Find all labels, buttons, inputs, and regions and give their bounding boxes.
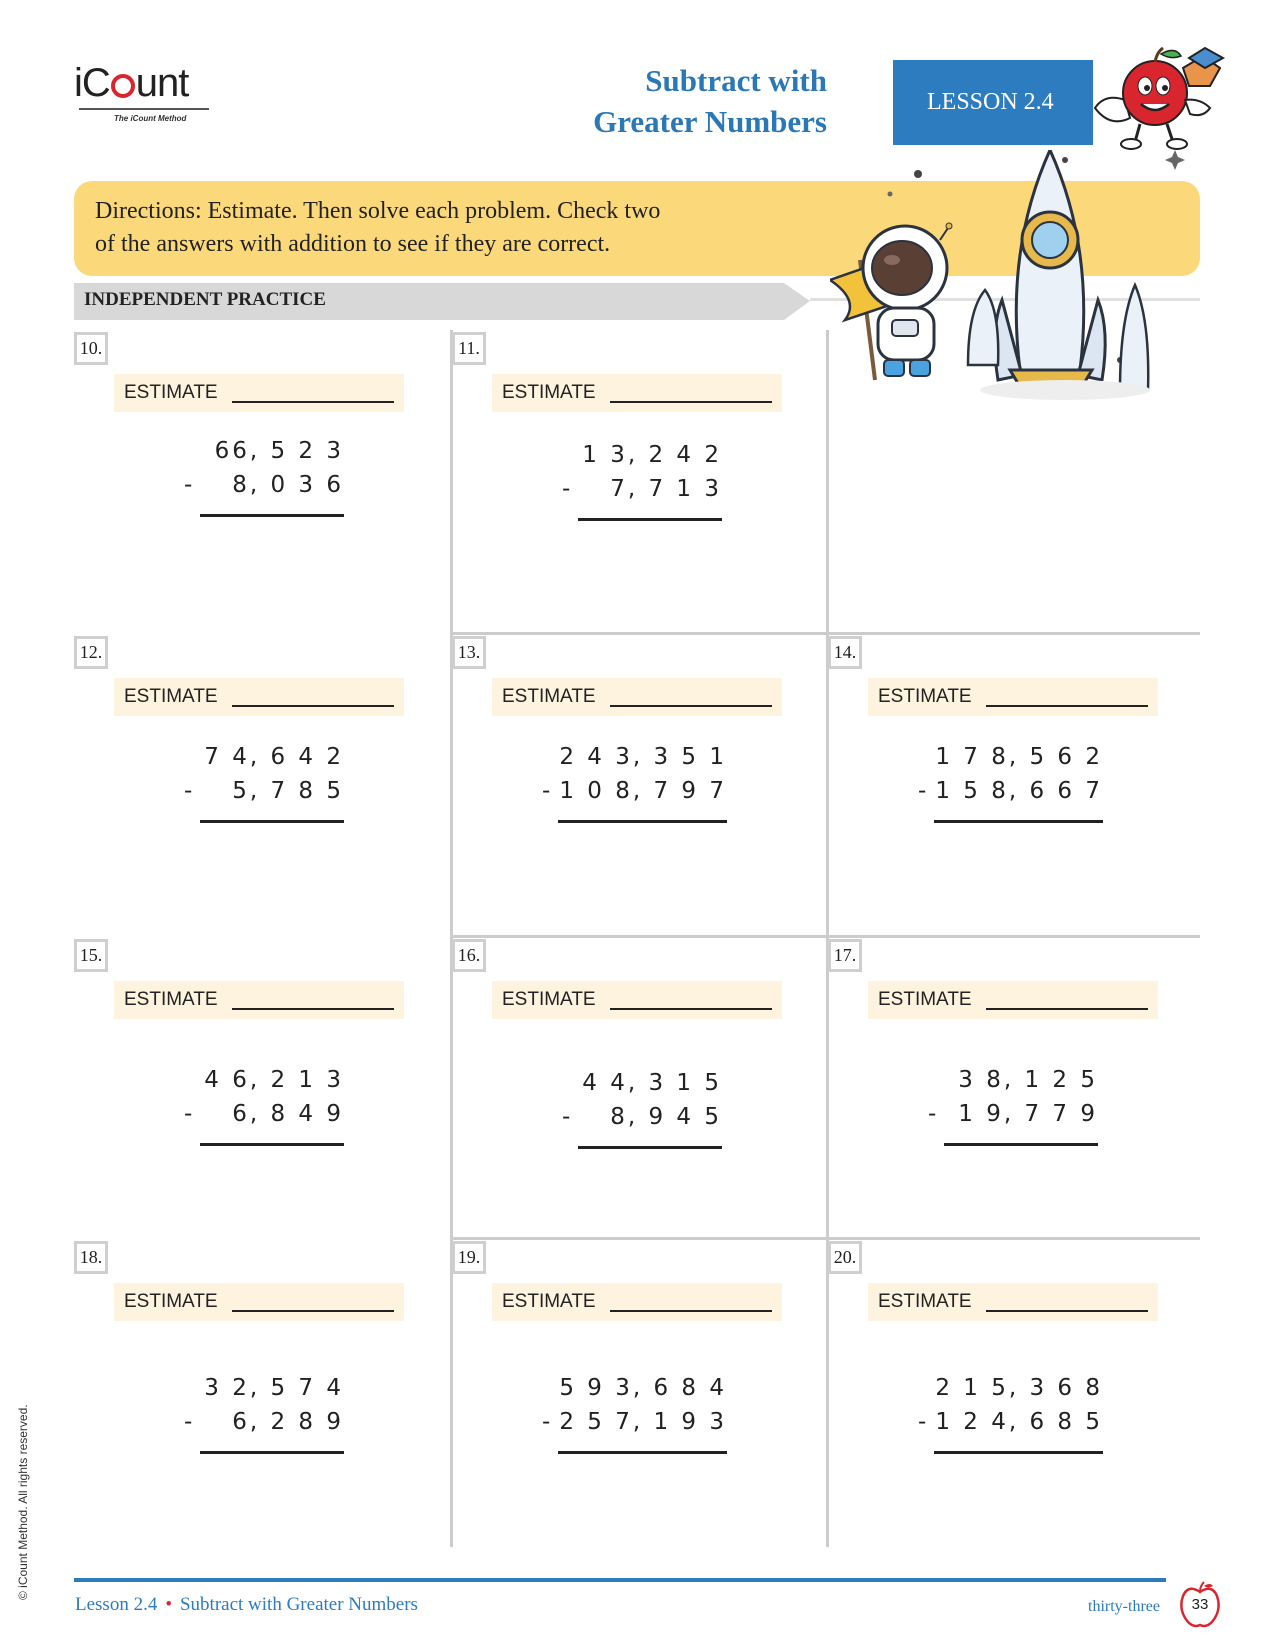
- minus-sign: -: [184, 472, 193, 498]
- problem-cell: [828, 1239, 1204, 1543]
- problem-number: 18.: [74, 1241, 108, 1274]
- estimate-field[interactable]: [114, 374, 404, 412]
- estimate-answer-line[interactable]: [610, 1008, 772, 1010]
- estimate-field[interactable]: [868, 678, 1158, 716]
- minuend: 4 6, 2 1 3: [204, 1067, 344, 1093]
- directions-line2: of the answers with addition to see if they are correct.: [95, 231, 611, 257]
- footer-title: Subtract with Greater Numbers: [179, 1594, 418, 1615]
- apple-o-icon: [111, 74, 135, 98]
- footer-lesson: Lesson 2.4: [75, 1594, 158, 1615]
- estimate-field[interactable]: [868, 1283, 1158, 1321]
- problem-number: 11.: [452, 332, 486, 365]
- estimate-field[interactable]: [114, 1283, 404, 1321]
- footer-page-words: thirty-three: [1088, 1598, 1160, 1615]
- estimate-answer-line[interactable]: [232, 1008, 394, 1010]
- estimate-answer-line[interactable]: [610, 1310, 772, 1312]
- estimate-answer-line[interactable]: [986, 1310, 1148, 1312]
- minus-sign: -: [928, 1101, 937, 1127]
- answer-rule[interactable]: [200, 1451, 344, 1454]
- estimate-field[interactable]: [868, 981, 1158, 1019]
- problem-cell: [452, 330, 828, 634]
- minuend: 2 4 3, 3 5 1: [559, 744, 727, 770]
- page-title-line1: Subtract with: [645, 63, 827, 98]
- subtrahend: 2 5 7, 1 9 3: [559, 1409, 727, 1435]
- minus-sign: -: [184, 778, 193, 804]
- problem-number: 15.: [74, 939, 108, 972]
- answer-rule[interactable]: [558, 820, 727, 823]
- answer-rule[interactable]: [200, 820, 344, 823]
- problem-cell: [74, 330, 450, 634]
- logo-text-right: unt: [135, 61, 189, 105]
- estimate-field[interactable]: [114, 678, 404, 716]
- subtrahend: 1 2 4, 6 8 5: [935, 1409, 1103, 1435]
- footer-lesson-title: [75, 1594, 418, 1616]
- minuend: 66, 5 2 3: [214, 438, 344, 464]
- page-number-badge: [1178, 1580, 1222, 1630]
- minus-sign: -: [562, 476, 571, 502]
- estimate-label: ESTIMATE: [878, 1291, 972, 1312]
- logo-tagline: The iCount Method: [114, 114, 187, 123]
- apple-mascot-icon: [1085, 38, 1245, 158]
- estimate-label: ESTIMATE: [124, 989, 218, 1010]
- estimate-label: ESTIMATE: [502, 686, 596, 707]
- problem-cell: [74, 937, 450, 1241]
- estimate-label: ESTIMATE: [878, 989, 972, 1010]
- problem-cell: [828, 937, 1204, 1241]
- astronaut-rocket-illustration: [830, 150, 1200, 410]
- problem-cell: [452, 1239, 828, 1543]
- minuend: 7 4, 6 4 2: [204, 744, 344, 770]
- estimate-answer-line[interactable]: [610, 705, 772, 707]
- subtrahend: 5, 7 8 5: [232, 778, 344, 804]
- subtrahend: 7, 7 1 3: [610, 476, 722, 502]
- minus-sign: -: [184, 1101, 193, 1127]
- subtrahend: 1 5 8, 6 6 7: [935, 778, 1103, 804]
- problem-cell: [74, 634, 450, 938]
- problem-number: 14.: [828, 636, 862, 669]
- subtrahend: 8, 9 4 5: [610, 1104, 722, 1130]
- estimate-answer-line[interactable]: [986, 1008, 1148, 1010]
- minuend: 1 7 8, 5 6 2: [935, 744, 1103, 770]
- page-number: 33: [1191, 1596, 1209, 1613]
- problem-number: 20.: [828, 1241, 862, 1274]
- minus-sign: -: [918, 778, 927, 804]
- estimate-field[interactable]: [114, 981, 404, 1019]
- icount-logo: [74, 62, 214, 132]
- minuend: 3 8, 1 2 5: [958, 1067, 1098, 1093]
- lesson-label: LESSON 2.4: [927, 89, 1054, 115]
- answer-rule[interactable]: [934, 1451, 1103, 1454]
- logo-text-left: iC: [74, 61, 110, 105]
- subtrahend: 1 0 8, 7 9 7: [559, 778, 727, 804]
- problem-number: 19.: [452, 1241, 486, 1274]
- lesson-badge: [893, 60, 1093, 145]
- practice-label: INDEPENDENT PRACTICE: [84, 289, 326, 310]
- minuend: 5 9 3, 6 8 4: [559, 1375, 727, 1401]
- estimate-label: ESTIMATE: [502, 1291, 596, 1312]
- page-title: [593, 60, 827, 142]
- minuend: 4 4, 3 1 5: [582, 1070, 722, 1096]
- estimate-label: ESTIMATE: [878, 686, 972, 707]
- independent-practice-header: [74, 283, 810, 320]
- answer-rule[interactable]: [558, 1451, 727, 1454]
- problem-number: 13.: [452, 636, 486, 669]
- answer-rule[interactable]: [200, 514, 344, 517]
- subtrahend: 6, 2 8 9: [232, 1409, 344, 1435]
- problem-number: 16.: [452, 939, 486, 972]
- estimate-answer-line[interactable]: [232, 1310, 394, 1312]
- answer-rule[interactable]: [578, 1146, 722, 1149]
- problem-number: 17.: [828, 939, 862, 972]
- answer-rule[interactable]: [944, 1143, 1098, 1146]
- estimate-field[interactable]: [492, 678, 782, 716]
- minus-sign: -: [542, 778, 551, 804]
- problem-number: 12.: [74, 636, 108, 669]
- problem-cell: [74, 1239, 450, 1543]
- answer-rule[interactable]: [578, 518, 722, 521]
- page-title-line2: Greater Numbers: [593, 104, 827, 139]
- minuend: 1 3, 2 4 2: [582, 442, 722, 468]
- problem-cell: [828, 634, 1204, 938]
- estimate-answer-line[interactable]: [610, 401, 772, 403]
- problem-cell: [452, 634, 828, 938]
- minuend: 3 2, 5 7 4: [204, 1375, 344, 1401]
- estimate-field[interactable]: [492, 1283, 782, 1321]
- estimate-label: ESTIMATE: [502, 382, 596, 403]
- minus-sign: -: [184, 1409, 193, 1435]
- estimate-label: ESTIMATE: [124, 1291, 218, 1312]
- footer-bullet: •: [165, 1594, 172, 1615]
- directions-line1: Directions: Estimate. Then solve each problem. Check two: [95, 198, 661, 224]
- estimate-label: ESTIMATE: [124, 686, 218, 707]
- estimate-label: ESTIMATE: [124, 382, 218, 403]
- estimate-field[interactable]: [492, 374, 782, 412]
- copyright-notice: © iCount Method. All rights reserved.: [16, 1404, 30, 1600]
- answer-rule[interactable]: [934, 820, 1103, 823]
- minus-sign: -: [542, 1409, 551, 1435]
- estimate-answer-line[interactable]: [232, 401, 394, 403]
- estimate-answer-line[interactable]: [986, 705, 1148, 707]
- minus-sign: -: [562, 1104, 571, 1130]
- subtrahend: 1 9, 7 7 9: [958, 1101, 1098, 1127]
- footer-rule: [74, 1578, 1166, 1582]
- estimate-label: ESTIMATE: [502, 989, 596, 1010]
- problem-number: 10.: [74, 332, 108, 365]
- subtrahend: 8, 0 3 6: [232, 472, 344, 498]
- minuend: 2 1 5, 3 6 8: [935, 1375, 1103, 1401]
- estimate-answer-line[interactable]: [232, 705, 394, 707]
- answer-rule[interactable]: [200, 1143, 344, 1146]
- subtrahend: 6, 8 4 9: [232, 1101, 344, 1127]
- estimate-field[interactable]: [492, 981, 782, 1019]
- minus-sign: -: [918, 1409, 927, 1435]
- problem-cell: [452, 937, 828, 1241]
- logo-underline: [79, 108, 209, 110]
